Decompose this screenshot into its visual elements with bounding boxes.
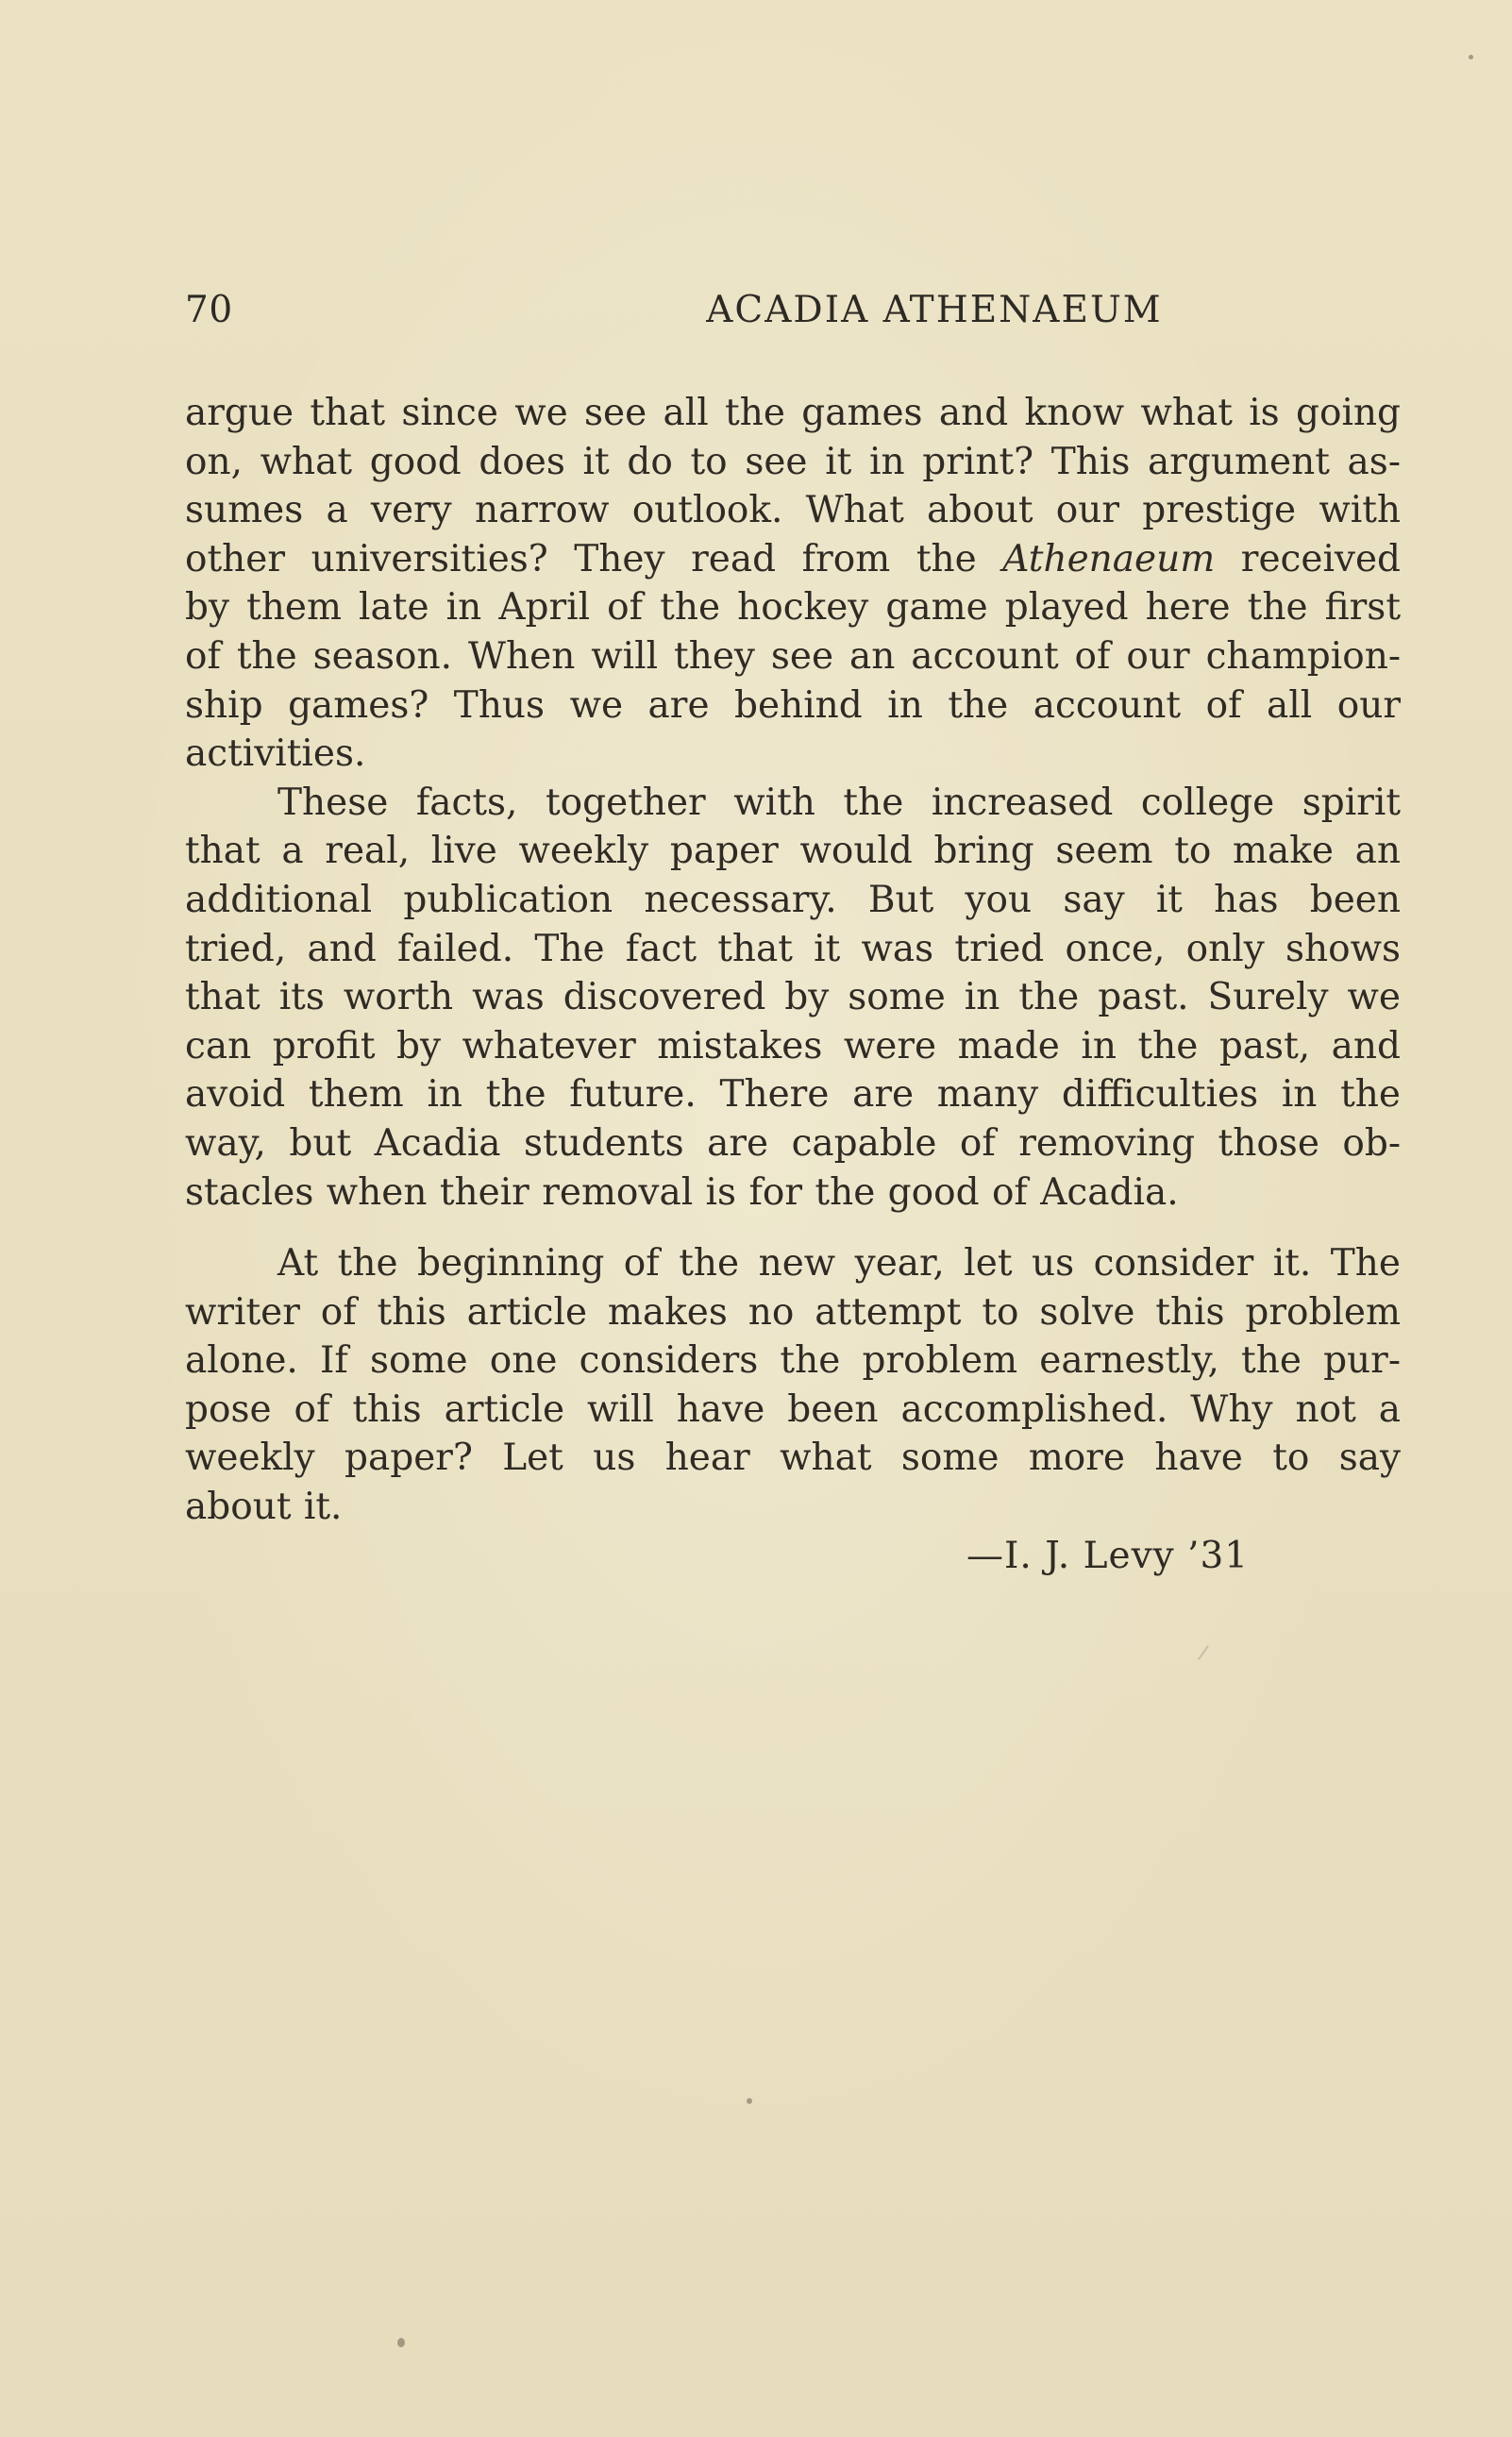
text-line: activities. [185,732,366,776]
italic-title: Athenaeum [1002,537,1216,580]
text-line: by them late in April of the hockey game played here the first [185,586,1401,630]
text-line: alone. If some one considers the problem earnestly, the pur- [185,1339,1401,1383]
paper-speck [1469,55,1473,59]
text-line: tried, and failed. The fact that it was tried once, only shows [185,927,1401,970]
running-title: ACADIA ATHENAEUM [706,289,1163,331]
page-header [185,289,1401,345]
article-body [185,389,1401,1532]
paper-speck [1198,1645,1209,1660]
text-line: that its worth was discovered by some in the past. Surely we [185,976,1401,1019]
text-line: At the beginning of the new year, let us consider it. The [277,1242,1401,1286]
text-line: stacles when their removal is for the good of Acadia. [185,1170,1179,1214]
text-line: that a real, live weekly paper would bring seem to make an [185,830,1401,873]
paper-speck [397,2338,405,2347]
paragraph-1 [185,389,1401,779]
text-line: of the season. When will they see an account of our champion- [185,634,1401,678]
text-line: writer of this article makes no attempt to solve this problem [185,1290,1401,1334]
text-line: sumes a very narrow outlook. What about our prestige with [185,489,1401,532]
text-line: about it. [185,1486,343,1529]
text-line: way, but Acadia students are capable of removing those ob- [185,1121,1401,1165]
paper-speck [747,2098,752,2104]
text-line: These facts, together with the increased college spirit [277,781,1401,824]
paragraph-2 [185,779,1401,1217]
text-line: ship games? Thus we are behind in the account of all our [185,683,1401,727]
text-line: other universities? They read from the Athenaeum received [185,537,1401,580]
text-line: avoid them in the future. There are many difficulties in the [185,1073,1401,1117]
paragraph-gap [185,1217,1401,1239]
text-line: additional publication necessary. But you say it has been [185,878,1401,921]
author-signature: —I. J. Levy ’31 [966,1535,1250,1577]
text-line: on, what good does it do to see it in print? This argument as- [185,440,1401,483]
text-line: weekly paper? Let us hear what some more have to say [185,1437,1401,1480]
text-line: pose of this article will have been accomplished. Why not a [185,1387,1401,1431]
text-line: can profit by whatever mistakes were made in the past, and [185,1024,1401,1067]
paragraph-3 [185,1239,1401,1532]
text-line: argue that since we see all the games and know what is going [185,392,1401,434]
page-number: 70 [185,289,233,331]
